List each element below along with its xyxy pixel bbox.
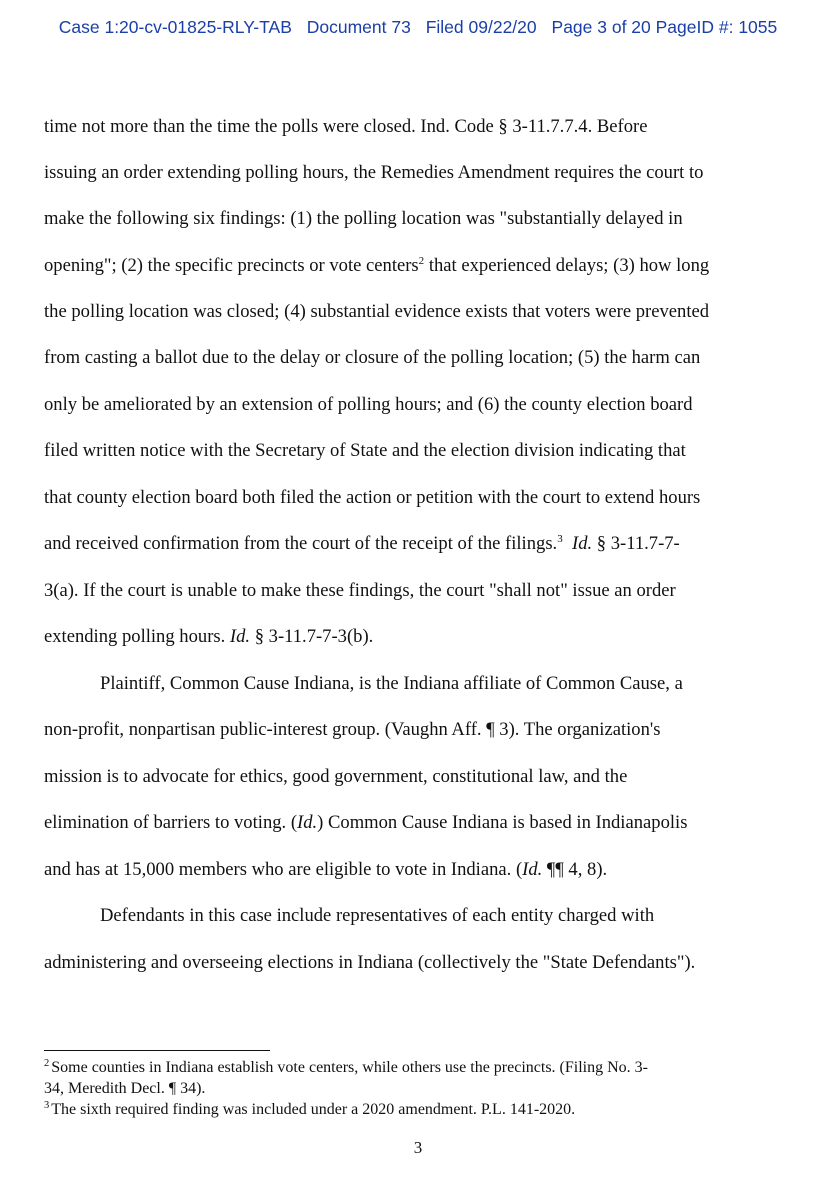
footnote-ref-2: 2 bbox=[418, 255, 425, 267]
body-line bbox=[44, 255, 709, 277]
body-line: make the following six findings: (1) the polling location was "substantially delayed in bbox=[44, 208, 683, 229]
footnote-separator bbox=[44, 1050, 270, 1051]
citation-id: Id. bbox=[229, 626, 251, 647]
footnote-2-continued: 34, Meredith Decl. ¶ 34). bbox=[44, 1080, 206, 1097]
body-line: mission is to advocate for ethics, good government, constitutional law, and the bbox=[44, 766, 628, 787]
footnote-text: Some counties in Indiana establish vote centers, while others use the precincts. (Filing No. 3- bbox=[51, 1059, 648, 1076]
body-line: only be ameliorated by an extension of polling hours; and (6) the county election board bbox=[44, 394, 693, 415]
body-line: filed written notice with the Secretary of State and the election division indicating that bbox=[44, 440, 686, 461]
page-number: 3 bbox=[413, 1138, 423, 1157]
body-text-run: opening"; (2) the specific precincts or vote centers bbox=[44, 255, 419, 276]
body-text-run: extending polling hours. bbox=[44, 626, 230, 647]
body-line bbox=[44, 533, 680, 555]
citation-id: Id. bbox=[297, 812, 318, 833]
body-line bbox=[44, 812, 687, 834]
citation-id: Id. bbox=[572, 533, 593, 554]
case-header bbox=[0, 17, 836, 38]
citation-id: Id. bbox=[522, 859, 543, 880]
footnote-number: 2 bbox=[44, 1058, 50, 1069]
header-case-number: Case 1:20-cv-01825-RLY-TAB bbox=[58, 17, 292, 37]
header-page-info: Page 3 of 20 PageID #: 1055 bbox=[551, 17, 778, 37]
header-document: Document 73 bbox=[306, 17, 411, 37]
footnote-ref-3: 3 bbox=[557, 533, 563, 545]
body-text-run: ) Common Cause Indiana is based in Indianapolis bbox=[317, 812, 688, 833]
body-line: Plaintiff, Common Cause Indiana, is the Indiana affiliate of Common Cause, a bbox=[100, 673, 683, 694]
body-line: issuing an order extending polling hours, the Remedies Amendment requires the court to bbox=[44, 162, 704, 183]
body-line: Defendants in this case include representatives of each entity charged with bbox=[100, 905, 655, 926]
body-text-run: and has at 15,000 members who are eligible to vote in Indiana. ( bbox=[44, 859, 523, 880]
body-text-run: elimination of barriers to voting. ( bbox=[44, 812, 298, 833]
body-line: administering and overseeing elections in Indiana (collectively the "State Defendants"). bbox=[44, 952, 696, 973]
footnote-text: The sixth required finding was included under a 2020 amendment. P.L. 141-2020. bbox=[51, 1101, 576, 1118]
body-line bbox=[44, 859, 607, 881]
body-line: the polling location was closed; (4) substantial evidence exists that voters were prevented bbox=[44, 301, 710, 322]
footnote-2 bbox=[44, 1059, 648, 1077]
body-text-run: ¶¶ 4, 8). bbox=[542, 859, 608, 880]
body-line: 3(a). If the court is unable to make these findings, the court "shall not" issue an order bbox=[44, 580, 676, 601]
body-text-run: that experienced delays; (3) how long bbox=[424, 255, 710, 276]
body-text-run: § 3-11.7-7-3(b). bbox=[250, 626, 374, 647]
body-text-run: and received confirmation from the court of the receipt of the filings. bbox=[44, 533, 558, 554]
footnote-number: 3 bbox=[44, 1100, 50, 1111]
body-line bbox=[44, 626, 373, 648]
body-text-run: § 3-11.7-7- bbox=[592, 533, 680, 554]
body-line: from casting a ballot due to the delay or closure of the polling location; (5) the harm can bbox=[44, 347, 701, 368]
body-line: that county election board both filed the action or petition with the court to extend hours bbox=[44, 487, 701, 508]
body-line: time not more than the time the polls were closed. Ind. Code § 3-11.7.7.4. Before bbox=[44, 116, 648, 137]
header-filed-date: Filed 09/22/20 bbox=[425, 17, 537, 37]
footnote-3 bbox=[44, 1101, 575, 1119]
body-line: non-profit, nonpartisan public-interest group. (Vaughn Aff. ¶ 3). The organization's bbox=[44, 719, 661, 740]
